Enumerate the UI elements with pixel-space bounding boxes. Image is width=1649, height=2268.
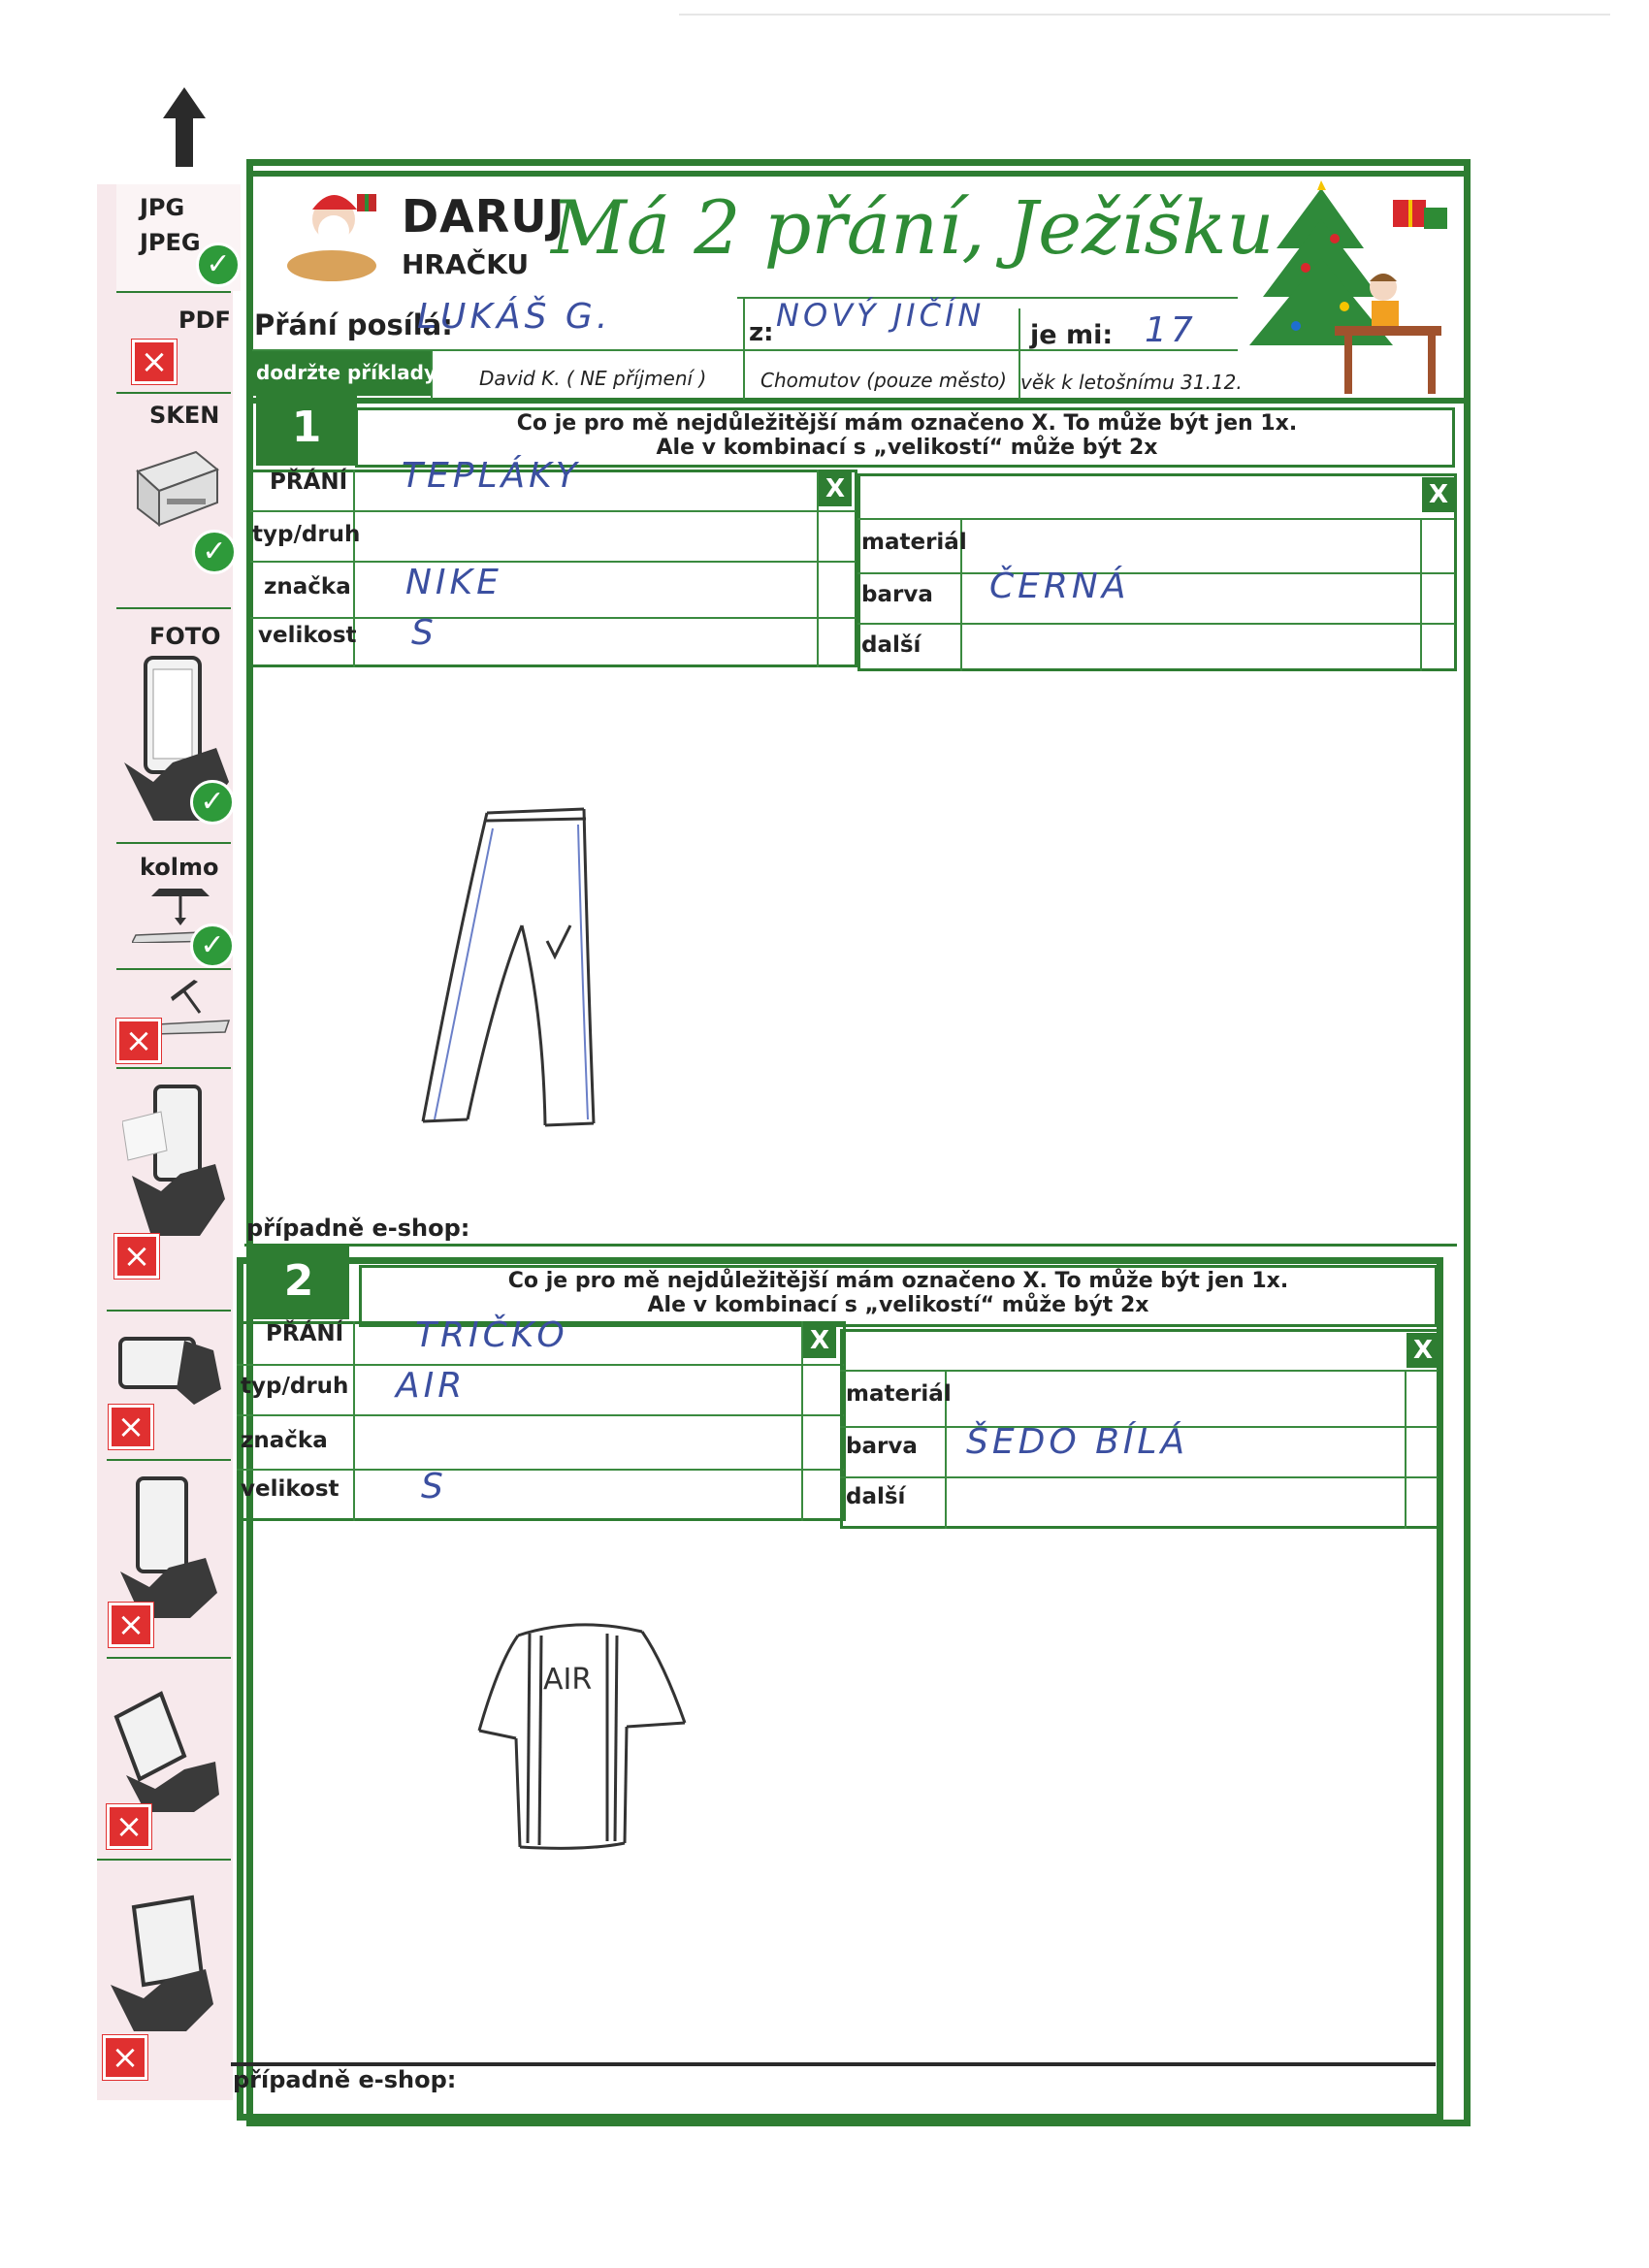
eshop-field[interactable] xyxy=(572,2068,1426,2097)
cross-icon: × xyxy=(116,1019,161,1063)
format-label-jpg: JPG xyxy=(140,194,185,221)
size-value[interactable]: S xyxy=(411,613,437,653)
color-value[interactable]: ČERNÁ xyxy=(989,567,1130,606)
brand-label: značka xyxy=(264,574,351,599)
age-value[interactable]: 17 xyxy=(1145,310,1197,350)
row-divider xyxy=(840,1370,1438,1372)
row-divider xyxy=(250,561,856,563)
other-label: další xyxy=(846,1484,906,1509)
cross-icon: × xyxy=(103,2035,147,2080)
row-divider xyxy=(857,572,1455,574)
cross-icon: × xyxy=(109,1405,153,1449)
cross-icon: × xyxy=(107,1804,151,1849)
christmas-tree-illustration xyxy=(1238,180,1455,402)
instruction-line2: Ale v kombinací s „velikostí“ může být 2x xyxy=(647,1293,1149,1317)
angled-camera-icon xyxy=(153,978,231,1036)
check-icon: ✓ xyxy=(190,780,235,825)
pants-sketch xyxy=(398,799,601,1139)
row-divider xyxy=(237,1469,844,1471)
phone-rotated-icon xyxy=(107,1688,223,1814)
example-age: věk k letošnímu 31.12. xyxy=(1020,371,1243,394)
brand-line2: HRAČKU xyxy=(402,248,530,280)
check-icon: ✓ xyxy=(192,530,237,574)
phone-skewed-icon xyxy=(105,1888,221,2033)
row-divider xyxy=(250,617,856,619)
sidebar-divider xyxy=(116,1067,231,1069)
wish-label: PŘÁNÍ xyxy=(270,470,348,495)
format-label-jpeg: JPEG xyxy=(140,229,201,256)
example-city: Chomutov (pouze město) xyxy=(760,369,1007,392)
priority-x-mark[interactable]: X xyxy=(819,471,852,506)
from-label: z: xyxy=(749,318,774,347)
sidebar-divider xyxy=(107,1657,231,1659)
scan-edge-line xyxy=(679,14,1610,16)
wish-value[interactable]: TEPLÁKY xyxy=(402,456,581,496)
type-label: typ/druh xyxy=(241,1374,349,1399)
age-label: je mi: xyxy=(1030,320,1114,350)
example-name: David K. ( NE příjmení ) xyxy=(479,367,707,390)
eshop-label: případně e-shop: xyxy=(233,2066,457,2093)
size-label: velikost xyxy=(241,1476,340,1502)
row-divider xyxy=(237,1364,844,1366)
santa-logo xyxy=(281,180,388,287)
sidebar-divider xyxy=(97,1859,231,1861)
from-value[interactable]: NOVÝ JIČÍN xyxy=(776,297,986,334)
sender-value[interactable]: LUKÁŠ G. xyxy=(417,297,612,337)
wish-number: 1 xyxy=(256,390,357,466)
format-label-kolmo: kolmo xyxy=(140,854,219,881)
format-label-foto: FOTO xyxy=(149,623,221,650)
row-divider xyxy=(857,518,1455,520)
priority-x-mark[interactable]: X xyxy=(803,1323,836,1358)
color-label: barva xyxy=(861,582,933,607)
sidebar-divider xyxy=(116,842,231,844)
sidebar-divider xyxy=(116,392,231,394)
eshop-field[interactable] xyxy=(582,1215,1436,1242)
page-title: Má 2 přání, Ježíšku xyxy=(551,184,1275,271)
eshop-top-line xyxy=(244,1244,1457,1247)
size-label: velikost xyxy=(258,623,357,648)
phone-closeup-icon xyxy=(116,1474,223,1620)
type-value[interactable]: AIR xyxy=(396,1366,467,1406)
check-icon: ✓ xyxy=(196,243,241,287)
sidebar-divider xyxy=(116,291,231,293)
row-divider xyxy=(237,1414,844,1416)
wish-label: PŘÁNÍ xyxy=(266,1321,344,1346)
priority-x-mark[interactable]: X xyxy=(1422,477,1455,512)
priority-x-mark[interactable]: X xyxy=(1406,1333,1439,1368)
row-divider xyxy=(840,1476,1438,1478)
examples-label: dodržte příklady: xyxy=(256,361,445,384)
brand-value[interactable]: NIKE xyxy=(405,563,502,602)
col-divider xyxy=(1420,518,1422,671)
sidebar-divider xyxy=(107,1459,231,1461)
up-arrow-icon xyxy=(160,85,209,169)
cross-icon: × xyxy=(114,1234,159,1279)
phone-tilted-icon xyxy=(122,1083,229,1238)
color-value[interactable]: ŠEDO BÍLÁ xyxy=(966,1422,1189,1462)
col-divider xyxy=(353,1321,355,1521)
instruction-line2: Ale v kombinací s „velikostí“ může být 2x xyxy=(656,436,1158,460)
brand-label: značka xyxy=(241,1428,328,1453)
format-label-sken: SKEN xyxy=(149,402,220,429)
sender-col-divider xyxy=(743,297,745,400)
cross-icon: × xyxy=(132,340,177,384)
other-label: další xyxy=(861,632,922,658)
color-label: barva xyxy=(846,1434,918,1459)
row-divider xyxy=(250,510,856,512)
wish-value[interactable]: TRIČKO xyxy=(415,1315,568,1355)
instruction-line1: Co je pro mě nejdůležitější mám označeno X. To může být jen 1x. xyxy=(516,411,1298,436)
instruction-line1: Co je pro mě nejdůležitější mám označeno X. To může být jen 1x. xyxy=(507,1269,1289,1293)
type-label: typ/druh xyxy=(252,522,361,547)
eshop-label: případně e-shop: xyxy=(246,1215,470,1242)
row-divider xyxy=(857,623,1455,625)
size-value[interactable]: S xyxy=(421,1467,447,1507)
scanner-icon xyxy=(128,433,225,530)
material-label: materiál xyxy=(846,1381,952,1407)
tshirt-sketch xyxy=(469,1614,693,1857)
sidebar-divider xyxy=(107,1310,231,1312)
check-icon: ✓ xyxy=(190,923,235,968)
cross-icon: × xyxy=(109,1603,153,1647)
sidebar-divider xyxy=(116,607,231,609)
sender-label: Přání posílá: xyxy=(254,308,453,341)
brand-line1: DARUJ xyxy=(402,190,566,243)
wish-number: 2 xyxy=(248,1244,349,1319)
col-divider xyxy=(1405,1370,1406,1529)
tshirt-text: AIR xyxy=(543,1663,593,1697)
format-label-pdf: PDF xyxy=(178,307,231,334)
material-label: materiál xyxy=(861,530,967,555)
sidebar-divider xyxy=(116,968,231,970)
phone-landscape-icon xyxy=(116,1331,223,1409)
